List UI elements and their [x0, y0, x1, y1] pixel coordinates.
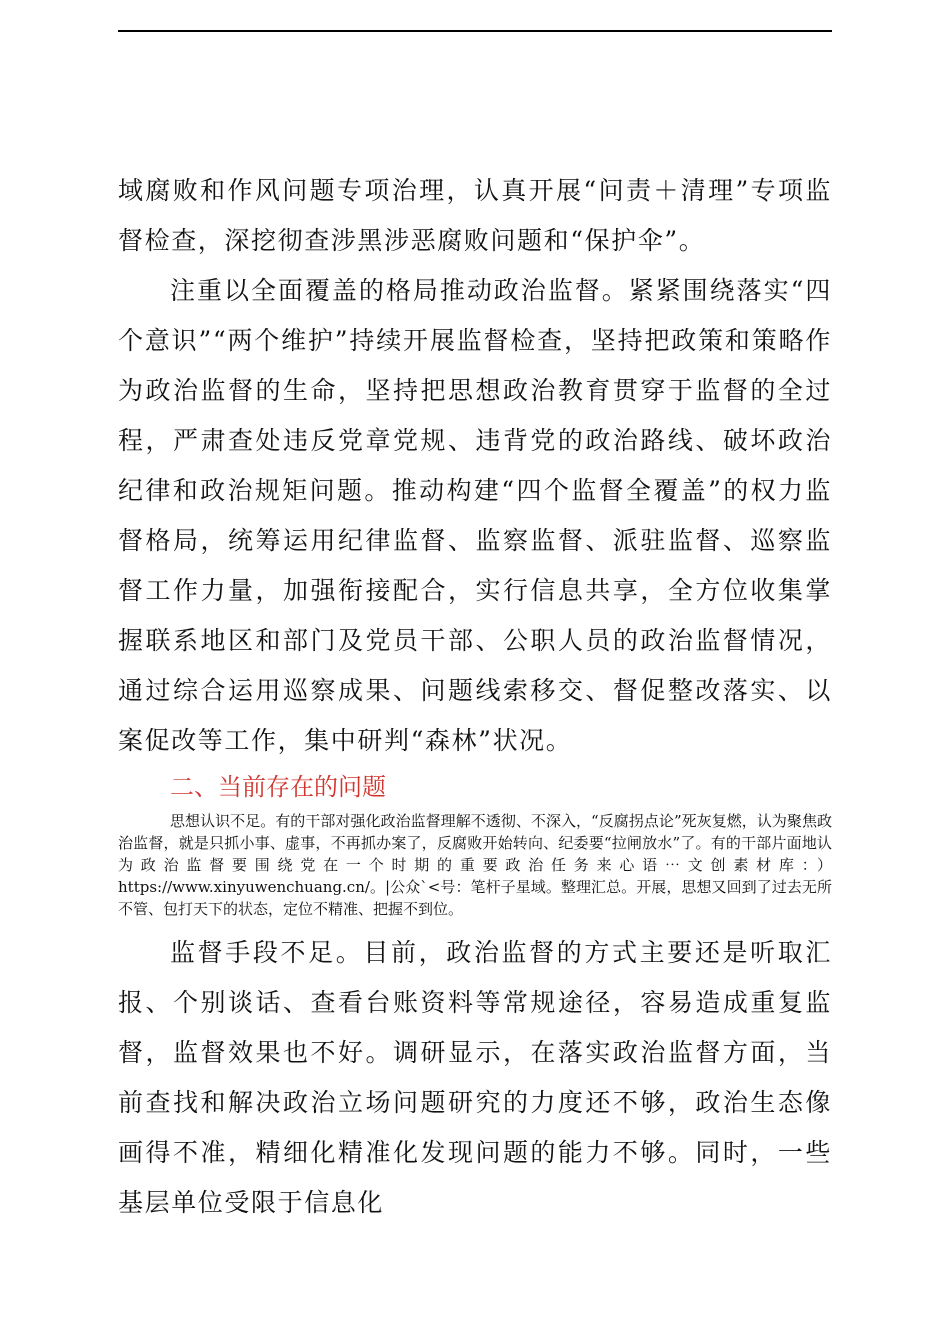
paragraph-continuation: 域腐败和作风问题专项治理，认真开展“问责＋清理”专项监督检查，深挖彻查涉黑涉恶腐败问题和“保护伞”。 [118, 176, 832, 255]
header-rule [118, 30, 832, 32]
paragraph-political-supervision: 注重以全面覆盖的格局推动政治监督。紧紧围绕落实“四个意识”“两个维护”持续开展监督检查，坚持把政策和策略作为政治监督的生命，坚持把思想政治教育贯穿于监督的全过程，严肃查处违反党章党规、违背党的政治路线、破坏政治纪律和政治规矩问题。推动构建“四个监督全覆盖”的权力监督格局，统筹运用纪律监督、监察监督、派驻监督、巡察监督工作力量，加强衔接配合，实行信息共享，全方位收集掌握联系地区和部门及党员干部、公职人员的政治监督情况，通过综合运用巡察成果、问题线索移交、督促整改落实、以案促改等工作，集中研判“森林”状况。 [118, 276, 832, 755]
document-body [118, 166, 832, 1228]
section-heading: 二、当前存在的问题 [170, 773, 386, 801]
paragraph-ideological-awareness: 思想认识不足。有的干部对强化政治监督理解不透彻、不深入，“反腐拐点论”死灰复燃，认为聚焦政治监督，就是只抓小事、虚事，不再抓办案了，反腐败开始转向、纪委要“拉闸放水”了。有的干部片面地认为政治监督要围绕党在一个时期的重要政治任务来心语⋯文创素材库：）https://www.xinyuwenchuang.cn/。|公众`<号：笔杆子星域。整理汇总。开展，思想又回到了过去无所不管、包打天下的状态，定位不精准、把握不到位。 [118, 812, 832, 918]
paragraph-supervision-means: 监督手段不足。目前，政治监督的方式主要还是听取汇报、个别谈话、查看台账资料等常规途径，容易造成重复监督，监督效果也不好。调研显示，在落实政治监督方面，当前查找和解决政治立场问题研究的力度还不够，政治生态像画得不准，精细化精准化发现问题的能力不够。同时，一些基层单位受限于信息化 [118, 938, 832, 1217]
